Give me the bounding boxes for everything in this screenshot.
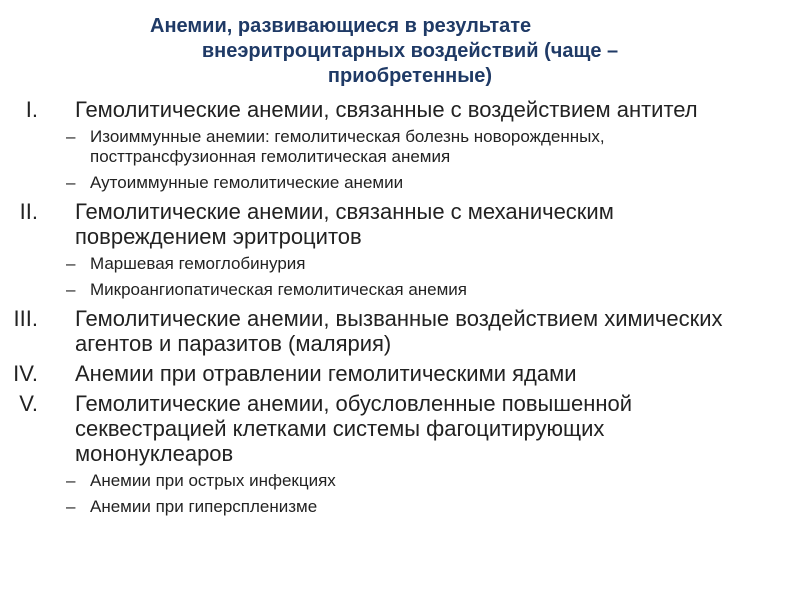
item-text: Гемолитические анемии, вызванные воздействием химических агентов и паразитов (малярия)	[75, 306, 723, 356]
list-item	[0, 199, 800, 249]
slide-title	[100, 14, 720, 89]
sub-item-text: Аутоиммунные гемолитические анемии	[90, 173, 404, 192]
list-item	[0, 97, 800, 122]
dash-bullet: –	[66, 127, 76, 146]
title-line-2: внеэритроцитарных воздействий (чаще –	[201, 40, 619, 62]
sub-item-text: Микроангиопатическая гемолитическая анемия	[90, 280, 468, 299]
item-text: Гемолитические анемии, обусловленные повышенной секвестрацией клетками системы фагоцитирующих мононуклеаров	[75, 391, 633, 466]
item-text: Анемии при отравлении гемолитическими ядами	[75, 361, 577, 386]
item-text: Гемолитические анемии, связанные с механическим повреждением эритроцитов	[75, 199, 614, 249]
title-line-1: Анемии, развивающиеся в результате	[150, 15, 532, 37]
sub-list-item	[0, 127, 800, 167]
dash-bullet: –	[66, 254, 76, 273]
sub-item-text: Анемии при острых инфекциях	[90, 471, 336, 490]
sub-list-item	[0, 280, 800, 300]
item-number: II.	[19, 199, 38, 224]
list-item	[0, 391, 800, 466]
sub-item-text: Изоиммунные анемии: гемолитическая болезнь новорожденных, посттрансфузионная гемолитическая анемия	[90, 127, 605, 166]
item-text: Гемолитические анемии, связанные с воздействием антител	[75, 97, 698, 122]
item-number: IV.	[13, 361, 38, 386]
dash-bullet: –	[66, 280, 76, 299]
sub-list-item	[0, 173, 800, 193]
list-item	[0, 306, 800, 356]
outline-list	[0, 97, 800, 523]
dash-bullet: –	[66, 173, 76, 192]
dash-bullet: –	[66, 497, 76, 516]
sub-item-text: Маршевая гемоглобинурия	[90, 254, 306, 273]
dash-bullet: –	[66, 471, 76, 490]
item-number: I.	[25, 97, 38, 122]
sub-item-text: Анемии при гиперспленизме	[90, 497, 318, 516]
item-number: III.	[13, 306, 38, 331]
sub-list-item	[0, 471, 800, 491]
list-item	[0, 361, 800, 386]
sub-list-item	[0, 497, 800, 517]
title-line-3: приобретенные)	[327, 65, 493, 87]
item-number: V.	[19, 391, 38, 416]
sub-list-item	[0, 254, 800, 274]
